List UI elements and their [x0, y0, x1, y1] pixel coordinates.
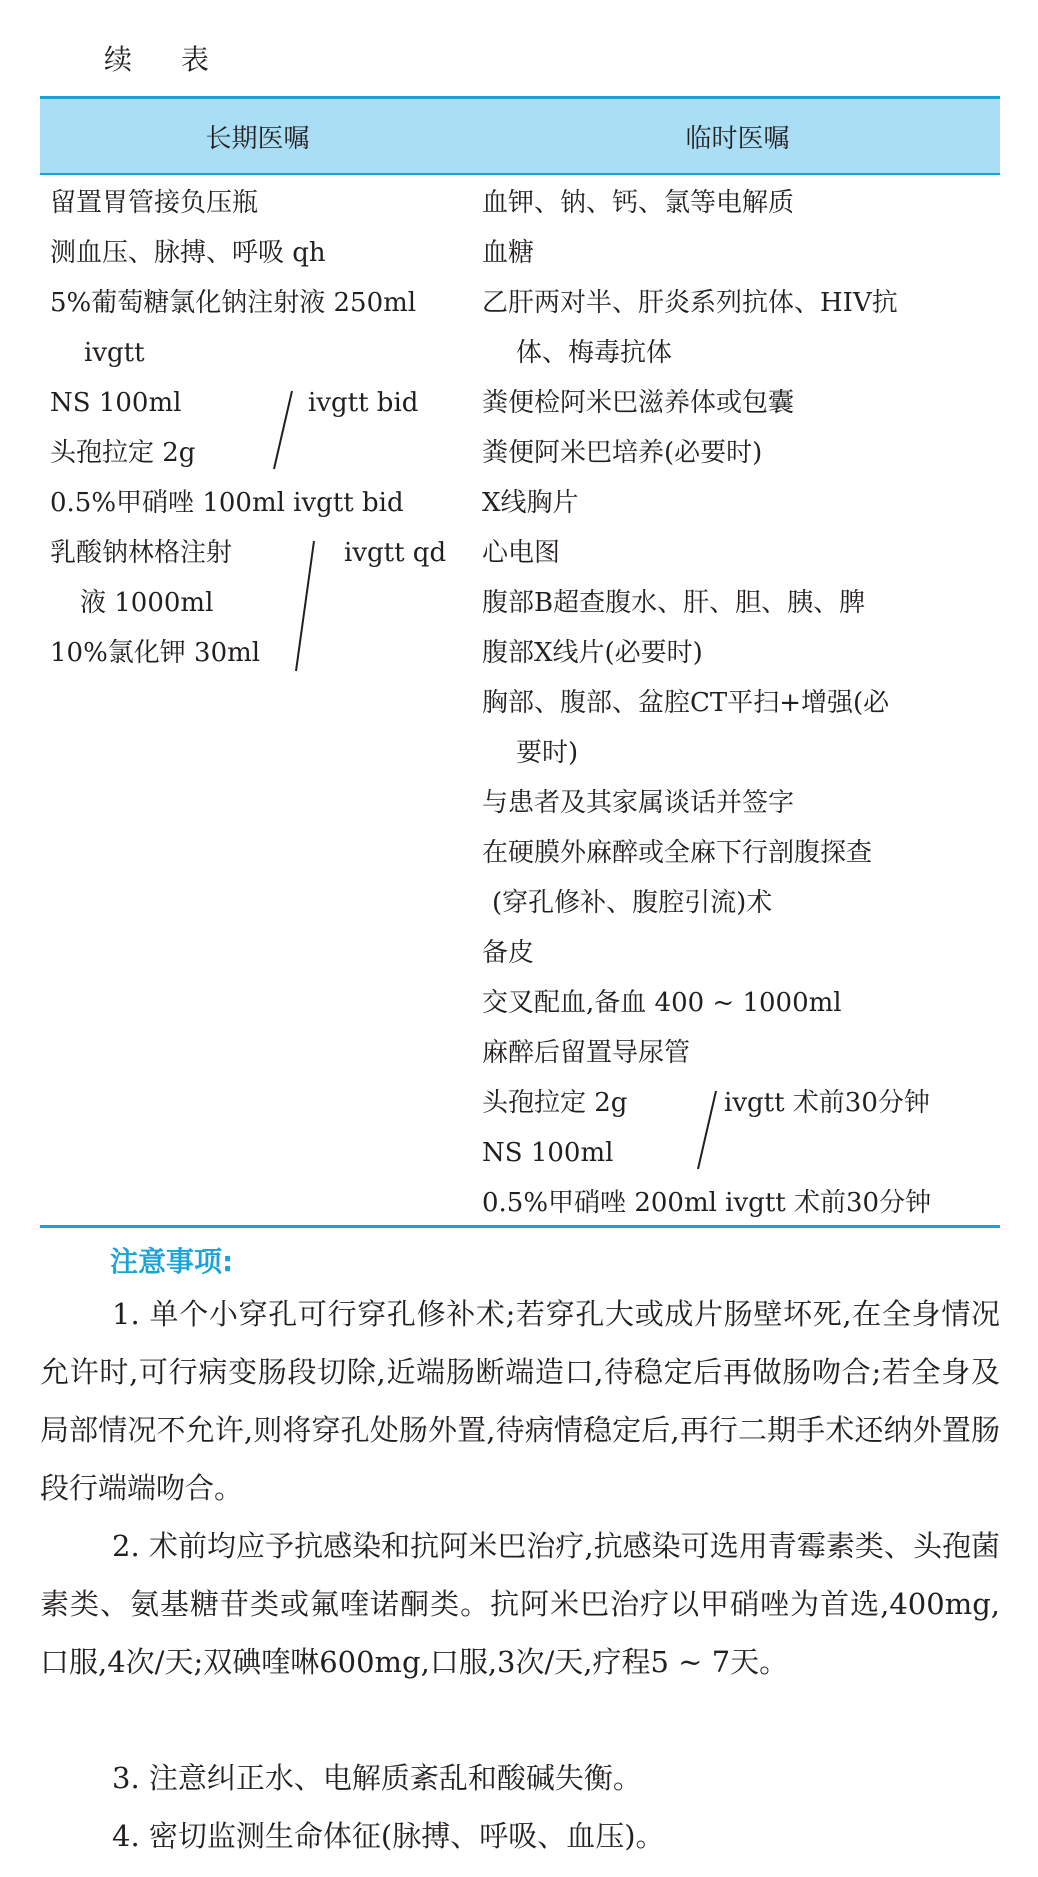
- temporary-row: 粪便阿米巴培养(必要时): [482, 438, 763, 468]
- temporary-row: 胸部、腹部、盆腔CT平扫+增强(必: [482, 688, 890, 718]
- long-term-row: 乳酸钠林格注射: [50, 538, 233, 568]
- temporary-row: 备皮: [482, 938, 535, 968]
- temporary-row: 腹部X线片(必要时): [482, 638, 703, 668]
- temporary-row: 血钾、钠、钙、氯等电解质: [482, 188, 795, 218]
- temporary-row: 交叉配血,备血 400 ~ 1000ml: [482, 988, 842, 1018]
- long-term-row: 10%氯化钾 30ml: [50, 638, 261, 668]
- long-term-row: ivgtt bid: [308, 388, 419, 418]
- temporary-row: 血糖: [482, 238, 535, 268]
- temporary-row: 体、梅毒抗体: [516, 338, 673, 368]
- long-term-row: 5%葡萄糖氯化钠注射液 250ml: [50, 288, 417, 318]
- temporary-row: NS 100ml: [482, 1138, 614, 1168]
- temporary-row: 0.5%甲硝唑 200ml ivgtt 术前30分钟: [482, 1188, 932, 1218]
- table-bottom-rule: [40, 1225, 1000, 1228]
- temporary-row: 腹部B超查腹水、肝、胆、胰、脾: [482, 588, 866, 618]
- temporary-row: X线胸片: [482, 488, 579, 518]
- table-caption: 续 表: [104, 43, 229, 76]
- temporary-row: ivgtt 术前30分钟: [724, 1088, 930, 1118]
- table-header: [40, 99, 1000, 173]
- orders-table: [40, 96, 1000, 1228]
- long-term-row: 液 1000ml: [80, 588, 214, 618]
- grouping-slash: [290, 539, 320, 673]
- temporary-row: 麻醉后留置导尿管: [482, 1038, 691, 1068]
- long-term-row: NS 100ml: [50, 388, 182, 418]
- long-term-row: 留置胃管接负压瓶: [50, 188, 259, 218]
- temporary-row: 粪便检阿米巴滋养体或包囊: [482, 388, 795, 418]
- notes-title: 注意事项:: [110, 1245, 234, 1278]
- temporary-row: 在硬膜外麻醉或全麻下行剖腹探查: [482, 838, 873, 868]
- long-term-row: 头孢拉定 2g: [50, 438, 196, 468]
- note-paragraph: 1. 单个小穿孔可行穿孔修补术;若穿孔大或成片肠壁坏死,在全身情况允许时,可行病变肠段切除,近端肠断端造口,待稳定后再做肠吻合;若全身及局部情况不允许,则将穿孔处肠外置,待病情稳定后,再行二期手术还纳外置肠段行端端吻合。: [40, 1297, 1000, 1505]
- long-term-row: 测血压、脉搏、呼吸 qh: [50, 238, 326, 268]
- temporary-row: (穿孔修补、腹腔引流)术: [492, 888, 773, 918]
- table-body: [40, 175, 1000, 1225]
- temporary-row: 与患者及其家属谈话并签字: [482, 788, 795, 818]
- note-paragraph: 4. 密切监测生命体征(脉搏、呼吸、血压)。: [112, 1819, 665, 1853]
- long-term-row: ivgtt: [84, 338, 145, 368]
- temporary-row: 乙肝两对半、肝炎系列抗体、HIV抗: [482, 288, 898, 318]
- note-paragraph: 3. 注意纠正水、电解质紊乱和酸碱失衡。: [112, 1761, 642, 1795]
- note-paragraph: 2. 术前均应予抗感染和抗阿米巴治疗,抗感染可选用青霉素类、头孢菌素类、氨基糖苷类或氟喹诺酮类。抗阿米巴治疗以甲硝唑为首选,400mg,口服,4次/天;双碘喹啉600mg,口服,3次/天,疗程5 ~ 7天。: [40, 1529, 1000, 1679]
- temporary-row: 心电图: [482, 538, 561, 568]
- header-long-term: 长期医嘱: [205, 123, 310, 154]
- grouping-slash: [692, 1089, 722, 1171]
- long-term-row: 0.5%甲硝唑 100ml ivgtt bid: [50, 488, 404, 518]
- grouping-slash: [268, 389, 298, 471]
- long-term-row: ivgtt qd: [344, 538, 447, 568]
- header-temporary: 临时医嘱: [685, 123, 790, 154]
- temporary-row: 要时): [516, 738, 579, 768]
- temporary-row: 头孢拉定 2g: [482, 1088, 628, 1118]
